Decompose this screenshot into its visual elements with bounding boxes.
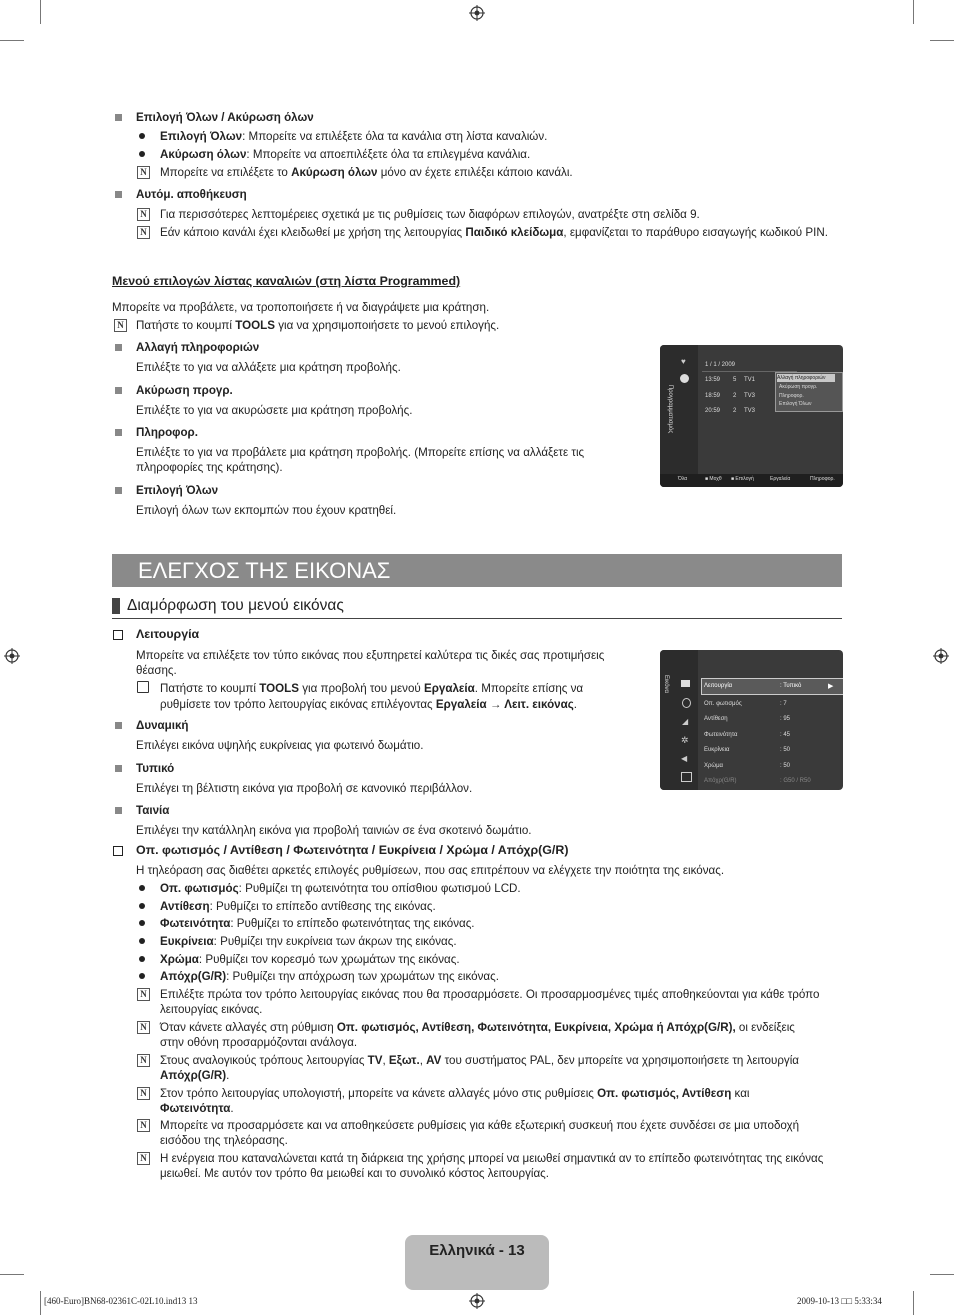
mode-standard-heading: Τυπικό <box>136 762 175 775</box>
item-change-info-text: Επιλέξτε το για να αλλάξετε μια κράτηση προβολής. <box>136 361 401 374</box>
bullet-cancel-all: Ακύρωση όλων: Μπορείτε να αποεπιλέξετε όλα τα επιλεγμένα κανάλια. <box>160 148 531 161</box>
note-icon: N <box>137 988 150 1001</box>
item-info-text: Επιλέξτε το για να προβάλετε μια κράτηση προβολής. (Μπορείτε επίσης να αλλάξετε τις πληροφορίες της κράτησης). <box>136 446 585 474</box>
subheading-autosave: Αυτόμ. αποθήκευση <box>136 188 247 201</box>
adjust-bullet: Φωτεινότητα: Ρυθμίζει το επίπεδο φωτεινότητας της εικόνας. <box>160 917 475 930</box>
crop-mark <box>0 40 24 41</box>
schedule-channel: TV3 <box>744 408 756 414</box>
bullet-icon <box>139 920 145 926</box>
checkbox-icon <box>113 846 123 856</box>
footer-info: Πληροφορ. <box>810 476 835 482</box>
adjust-note-5: Μπορείτε να προσαρμόσετε και να αποθηκεύσετε ρυθμίσεις για κάθε εξωτερική συσκευή που έχετε συνδέσει σε μια υποδοχή εισόδου της τηλεόρασης. <box>160 1119 800 1147</box>
picture-icon <box>681 680 690 687</box>
page-number-tab <box>405 1235 549 1290</box>
section-banner <box>112 554 842 587</box>
adjust-bullet: Αντίθεση: Ρυθμίζει το επίπεδο αντίθεσης της εικόνας. <box>160 900 436 913</box>
page-number: Ελληνικά - 13 <box>429 1242 525 1259</box>
tools-note-line2: ρυθμίσετε τον τρόπο λειτουργίας εικόνας επιλέγοντας Εργαλεία → Λειτ. εικόνας. <box>160 698 578 711</box>
schedule-time: 13:59 <box>705 377 721 383</box>
item-select-all-text: Επιλογή όλων των εκπομπών που έχουν κρατηθεί. <box>136 504 397 517</box>
menu-value-mode: : Τυπικό <box>780 683 802 689</box>
crop-mark <box>930 40 954 41</box>
subheading-bar-icon <box>112 598 120 614</box>
adjust-bullet: Χρώμα: Ρυθμίζει τον κορεσμό των χρωμάτων της εικόνας. <box>160 953 460 966</box>
bullet-icon <box>139 133 145 139</box>
crop-mark <box>913 0 914 24</box>
adjust-note-2-line2: στην οθόνη προσαρμόζονται ανάλογα. <box>160 1036 358 1049</box>
note-icon: N <box>137 226 150 239</box>
popup-item-cancel[interactable]: Ακύρωση προγρ. <box>779 384 818 390</box>
schedule-icon <box>680 374 689 383</box>
arrow-right-icon: ▶ <box>828 683 834 690</box>
adjust-note-4-line1: Στον τρόπο λειτουργίας υπολογιστή, μπορείτε να κάνετε αλλαγές μόνο στις ρυθμίσεις Οπ. φωτισμός, Αντίθεση και <box>160 1087 750 1100</box>
adjust-note-6: Η ενέργεια που καταναλώνεται κατά τη διάρκεια της χρήσης μπορεί να μειωθεί σημαντικά αν το επίπεδο φωτεινότητας της εικόνας μειωθεί. Με αυτόν τον τρόπο θα μειωθεί και το συνολικό κόστος λειτουργίας. <box>160 1152 824 1180</box>
square-bullet-icon <box>115 191 122 198</box>
bullet-icon <box>139 956 145 962</box>
adjust-note-1: Επιλέξτε πρώτα τον τρόπο λειτουργίας εικόνας που θα προσαρμόσετε. Οι προσαρμοσμένες τιμές αποθηκεύονται για κάθε τρόπο λειτουργίας εικόνας. <box>160 988 820 1016</box>
footer-all: Όλα <box>678 476 688 482</box>
mode-movie-text: Επιλέγει την κατάλληλη εικόνα για προβολή ταινιών σε ένα σκοτεινό δωμάτιο. <box>136 824 532 837</box>
square-bullet-icon <box>115 807 122 814</box>
footer-select: ■ Επιλογή <box>731 476 754 482</box>
bullet-icon <box>139 973 145 979</box>
menu-label-disabled: Απόχρ(G/R) <box>704 778 737 784</box>
schedule-screen <box>660 345 843 487</box>
adjust-intro: Η τηλεόραση σας διαθέτει αρκετές επιλογές ρυθμίσεων, που σας επιτρέπουν να ελέγχετε την ποιότητα της εικόνας. <box>136 864 725 877</box>
adjust-bullet: Απόχρ(G/R): Ρυθμίζει την απόχρωση των χρωμάτων της εικόνας. <box>160 970 499 983</box>
menu-value: : 50 <box>780 747 791 753</box>
adjust-note-3-line1: Στους αναλογικούς τρόπους λειτουργίας TV, Εξωτ., AV του συστήματος PAL, δεν μπορείτε να χρησιμοποιήσετε τη λειτουργία <box>160 1054 799 1067</box>
popup-item-info[interactable]: Πληροφορ. <box>779 393 804 399</box>
note-icon: N <box>137 1119 150 1132</box>
divider <box>112 618 842 619</box>
adjust-note-2-line1: Όταν κάνετε αλλαγές στη ρύθμιση Οπ. φωτισμός, Αντίθεση, Φωτεινότητα, Ευκρίνεια, Χρώμα ή Απόχρ(G/R), οι ενδείξεις <box>160 1021 795 1034</box>
square-bullet-icon <box>115 344 122 351</box>
note-icon: N <box>137 1021 150 1034</box>
footer-move: ■ Μοχθ <box>705 476 722 482</box>
bullet-icon <box>139 903 145 909</box>
note-icon: N <box>137 1054 150 1067</box>
subheading-select-all: Επιλογή Όλων / Ακύρωση όλων <box>136 111 314 124</box>
crop-mark <box>0 1274 24 1275</box>
schedule-time: 20:59 <box>705 408 721 414</box>
note-child-lock: Εάν κάποιο κανάλι έχει κλειδωθεί με χρήση της λειτουργίας Παιδικό κλείδωμα, εμφανίζεται το παράθυρο εισαγωγής κωδικού PIN. <box>160 226 828 239</box>
schedule-date: 1 / 1 / 2009 <box>705 362 736 368</box>
item-select-all-heading: Επιλογή Όλων <box>136 484 219 497</box>
banner-title: ΕΛΕΓΧΟΣ ΤΗΣ ΕΙΚΟΝΑΣ <box>138 558 391 583</box>
menu-label[interactable]: Ευκρίνεια <box>704 747 730 753</box>
mode-dynamic-text: Επιλέγει εικόνα υψηλής ευκρίνειας για φωτεινό δωμάτιο. <box>136 739 424 752</box>
menu-value: : 45 <box>780 732 791 738</box>
menu-value: : 50 <box>780 763 791 769</box>
note-icon: N <box>137 208 150 221</box>
heart-icon: ♥ <box>681 357 686 366</box>
menu-label[interactable]: Αντίθεση <box>704 716 728 722</box>
schedule-time: 18:59 <box>705 393 721 399</box>
schedule-channel: TV1 <box>744 377 756 383</box>
registration-mark-icon <box>469 1293 485 1309</box>
bullet-icon <box>139 885 145 891</box>
options-popup <box>775 372 843 412</box>
channel-icon: ◢ <box>682 717 689 726</box>
square-bullet-icon <box>115 429 122 436</box>
note-icon: N <box>137 1152 150 1165</box>
subheading-picture-menu: Διαμόρφωση του μενού εικόνας <box>127 597 344 614</box>
bullet-icon <box>139 938 145 944</box>
mode-movie-heading: Ταινία <box>136 804 170 817</box>
menu-label[interactable]: Χρώμα <box>704 763 724 769</box>
mode-standard-text: Επιλέγει τη βέλτιστη εικόνα για προβολή σε κανονικό περιβάλλον. <box>136 782 473 795</box>
support-icon <box>681 772 692 782</box>
bullet-select-all: Επιλογή Όλων: Μπορείτε να επιλέξετε όλα τα κανάλια στη λίστα καναλιών. <box>160 130 548 143</box>
section-heading-options: Μενού επιλογών λίστας καναλιών (στη λίστα Programmed) <box>112 274 461 288</box>
square-bullet-icon <box>115 387 122 394</box>
crop-mark <box>930 1274 954 1275</box>
tools-note-line1: Πατήστε το κουμπί TOOLS για προβολή του μενού Εργαλεία. Μπορείτε επίσης να <box>160 682 584 695</box>
mode-intro: Μπορείτε να επιλέξετε τον τύπο εικόνας που εξυπηρετεί καλύτερα τις δικές σας προτιμήσεις θέασης. <box>136 649 605 677</box>
sound-icon <box>682 698 691 708</box>
schedule-channel: TV3 <box>744 393 756 399</box>
setup-icon: ✲ <box>681 735 689 745</box>
menu-label[interactable]: Οπ. φωτισμός <box>704 701 742 707</box>
bullet-icon <box>139 151 145 157</box>
crop-mark <box>913 1291 914 1315</box>
square-bullet-icon <box>115 765 122 772</box>
popup-item-select-all[interactable]: Επιλογή Όλων <box>779 401 812 407</box>
note-cancel-all: Μπορείτε να επιλέξετε το Ακύρωση όλων μόνο αν έχετε επιλέξει κάποιο κανάλι. <box>160 166 573 179</box>
adjust-bullet: Οπ. φωτισμός: Ρυθμίζει τη φωτεινότητα του οπίσθιου φωτισμού LCD. <box>160 882 521 895</box>
tools-icon <box>137 681 149 693</box>
registration-mark-icon <box>4 648 20 664</box>
menu-value-disabled: : G50 / R50 <box>780 778 811 784</box>
adjust-bullet: Ευκρίνεια: Ρυθμίζει την ευκρίνεια των άκρων της εικόνας. <box>160 935 457 948</box>
menu-value: : 95 <box>780 716 791 722</box>
menu-label[interactable]: Φωτεινότητα <box>704 732 738 738</box>
checkbox-icon <box>113 630 123 640</box>
item-info-heading: Πληροφορ. <box>136 426 198 439</box>
crop-mark <box>40 1291 41 1315</box>
item-change-info-heading: Αλλαγή πληροφοριών <box>136 341 260 354</box>
options-intro: Μπορείτε να προβάλετε, να τροποποιήσετε ή να διαγράψετε μια κράτηση. <box>112 301 490 314</box>
input-icon: ◀ <box>681 754 688 763</box>
registration-mark-icon <box>469 5 485 21</box>
item-cancel-heading: Ακύρωση προγρ. <box>136 384 233 397</box>
schedule-num: 2 <box>733 408 737 414</box>
adjust-heading: Οπ. φωτισμός / Αντίθεση / Φωτεινότητα / Ευκρίνεια / Χρώμα / Απόχρ(G/R) <box>136 843 569 857</box>
menu-label-mode: Λειτουργία <box>704 683 733 689</box>
note-icon: N <box>137 1087 150 1100</box>
mode-dynamic-heading: Δυναμική <box>136 719 189 732</box>
registration-mark-icon <box>933 648 949 664</box>
square-bullet-icon <box>115 114 122 121</box>
item-cancel-text: Επιλέξτε το για να ακυρώσετε μια κράτηση προβολής. <box>136 404 413 417</box>
note-more-details: Για περισσότερες λεπτομέρειες σχετικά με τις ρυθμίσεις των διαφόρων επιλογών, ανατρέξτε στη σελίδα 9. <box>160 208 700 221</box>
popup-item-change-info[interactable]: Αλλαγή πληροφοριών <box>777 374 835 382</box>
footer-tools: Εργαλεία <box>770 476 791 482</box>
footer-file-info: [460-Euro]BN68-02361C-02L10.ind13 13 <box>44 1296 198 1306</box>
adjust-note-3-line2: Απόχρ(G/R). <box>160 1069 230 1082</box>
adjust-note-4-line2: Φωτεινότητα. <box>160 1102 234 1115</box>
note-tools: Πατήστε το κουμπί TOOLS για να χρησιμοποιήσετε το μενού επιλογής. <box>136 319 500 332</box>
footer-timestamp: 2009-10-13 □□ 5:33:34 <box>797 1296 882 1306</box>
picture-menu-screen <box>660 650 843 790</box>
note-icon: N <box>114 319 127 332</box>
crop-mark <box>40 0 41 24</box>
note-icon: N <box>137 166 150 179</box>
square-bullet-icon <box>115 487 122 494</box>
schedule-side-label: Προγραμματισμός <box>667 384 674 434</box>
menu-value: : 7 <box>780 701 787 707</box>
schedule-num: 5 <box>733 377 737 383</box>
square-bullet-icon <box>115 722 122 729</box>
mode-heading: Λειτουργία <box>136 627 200 641</box>
picture-side-label: Εικόνα <box>663 674 670 694</box>
schedule-num: 2 <box>733 393 737 399</box>
